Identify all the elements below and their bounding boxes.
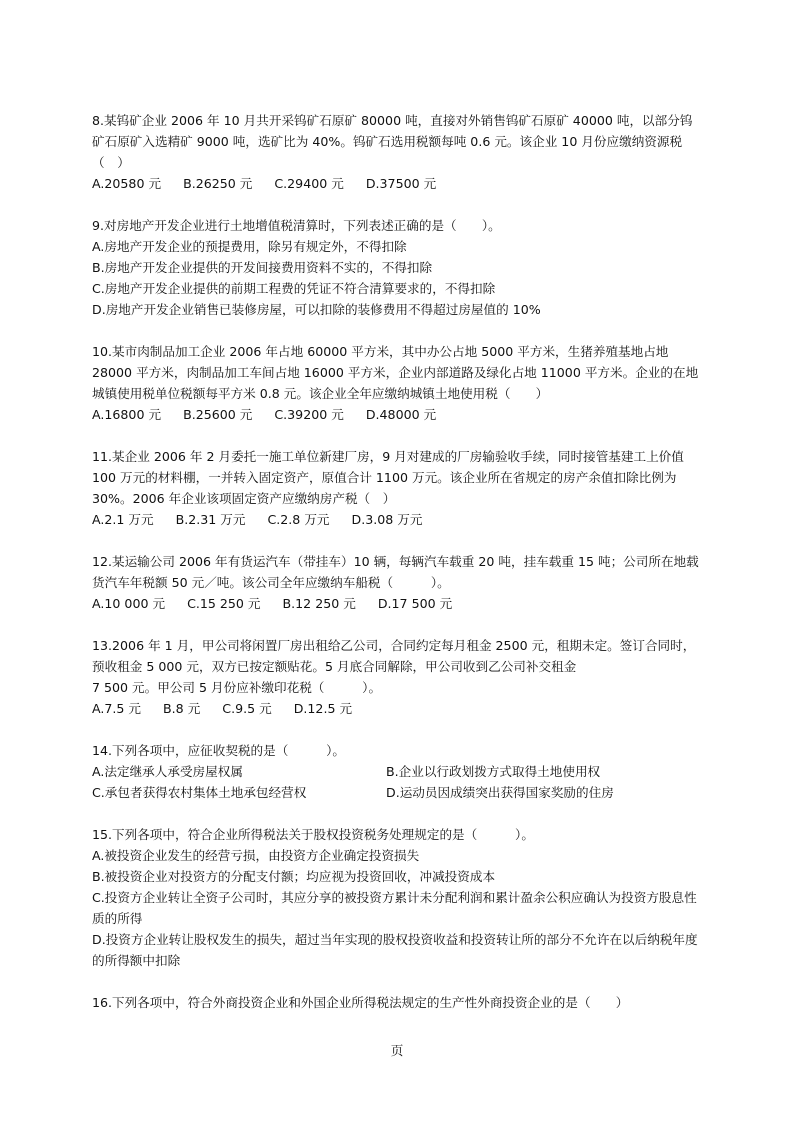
options-row [92,698,702,719]
question-stem: 10.某市肉制品加工企业 2006 年占地 60000 平方米，其中办公占地 5000 平方米，生猪养殖基地占地 28000 平方米，肉制品加工车间占地 16000 平方米，企业内部道路及绿化占地 11000 平方米。企业的在地城镇使用税单位税额每平方米 0.8 元。该企业全年应缴纳城镇土地使用税（ ） [92,344,699,401]
question-stem: 15.下列各项中，符合企业所得税法关于股权投资税务处理规定的是（ ）。 [92,827,534,842]
option-a: A.16800 元 [92,407,162,422]
option-a: A.2.1 万元 [92,512,154,527]
option-b: B.房地产开发企业提供的开发间接费用资料不实的，不得扣除 [92,260,433,275]
option-a: A.10 000 元 [92,596,166,611]
option-d: D.48000 元 [365,407,437,422]
question-stem: 13.2006 年 1 月，甲公司将闲置厂房出租给乙公司，合同约定每月租金 2500 元，租期未定。签订合同时，预收租金 5 000 元，双方已按定额贴花。5 月底合同解除，甲公司收到乙公司补交租金 7 500 元。甲公司 5 月份应补缴印花税（ ）。 [92,638,696,695]
options-grid [92,761,702,803]
option-d: D.运动员因成绩突出获得国家奖励的住房 [386,785,614,800]
question-9 [92,215,702,320]
question-12 [92,551,702,614]
question-stem: 16.下列各项中，符合外商投资企业和外国企业所得税法规定的生产性外商投资企业的是（ ） [92,995,629,1010]
question-list [92,110,702,1034]
options-row [92,509,702,530]
option-c: C.房地产开发企业提供的前期工程费的凭证不符合清算要求的，不得扣除 [92,281,496,296]
question-stem: 9.对房地产开发企业进行土地增值税清算时，下列表述正确的是（ ）。 [92,218,501,233]
question-stem: 12.某运输公司 2006 年有货运汽车（带挂车）10 辆，每辆汽车载重 20 吨，挂车载重 15 吨；公司所在地载货汽车年税额 50 元／吨。该公司全年应缴纳车船税（ ）。 [92,554,699,590]
option-a: A.房地产开发企业的预提费用，除另有规定外，不得扣除 [92,239,407,254]
question-stem: 11.某企业 2006 年 2 月委托一施工单位新建厂房，9 月对建成的厂房输验收手续，同时接管基建工上价值 100 万元的材料棚，一并转入固定资产，原值合计 1100 万元。该企业所在省规定的房产余值扣除比例为 30%。2006 年企业该项固定资产应缴纳房产税（ ） [92,449,688,506]
option-d: D.12.5 元 [293,701,353,716]
question-11 [92,446,702,530]
question-14 [92,740,702,803]
option-d: D.3.08 万元 [351,512,423,527]
option-d: D.房地产开发企业销售已装修房屋，可以扣除的装修费用不得超过房屋值的 10% [92,302,541,317]
option-b: B.2.31 万元 [175,512,246,527]
option-d: D.17 500 元 [377,596,453,611]
question-16 [92,992,702,1013]
option-b: B.被投资企业对投资方的分配支付额；均应视为投资回收，冲减投资成本 [92,869,496,884]
option-c: C.39200 元 [274,407,344,422]
option-a: A.20580 元 [92,176,162,191]
page-label: 页 [390,1043,404,1058]
option-d: D.37500 元 [365,176,437,191]
options-row [92,593,702,614]
option-b: B.25600 元 [183,407,253,422]
option-b: B.12 250 元 [282,596,356,611]
option-c: C.15 250 元 [187,596,261,611]
option-a: A.法定继承人承受房屋权属 [92,764,243,779]
option-b: B.26250 元 [183,176,253,191]
option-c: C.投资方企业转让全资子公司时，其应分享的被投资方累计未分配利润和累计盈余公积应确认为投资方股息性质的所得 [92,890,697,926]
question-10 [92,341,702,425]
option-c: C.29400 元 [274,176,344,191]
question-stem: 14.下列各项中，应征收契税的是（ ）。 [92,743,346,758]
question-15 [92,824,702,971]
option-a: A.被投资企业发生的经营亏损，由投资方企业确定投资损失 [92,848,420,863]
option-a: A.7.5 元 [92,701,142,716]
option-b: B.企业以行政划拨方式取得土地使用权 [386,764,601,779]
page-footer [0,1040,794,1059]
options-row [92,173,702,194]
question-8 [92,110,702,194]
option-c: C.9.5 元 [222,701,272,716]
option-d: D.投资方企业转让股权发生的损失，超过当年实现的股权投资收益和投资转让所的部分不允许在以后纳税年度的所得额中扣除 [92,932,698,968]
option-c: C.2.8 万元 [267,512,330,527]
option-c: C.承包者获得农村集体土地承包经营权 [92,785,307,800]
question-stem: 8.某钨矿企业 2006 年 10 月共开采钨矿石原矿 80000 吨，直接对外销售钨矿石原矿 40000 吨，以部分钨矿石原矿入选精矿 9000 吨，选矿比为 40%。钨矿石选用税额每吨 0.6 元。该企业 10 月份应缴纳资源税（ ） [92,113,693,170]
options-row [92,404,702,425]
option-b: B.8 元 [163,701,201,716]
question-13 [92,635,702,719]
